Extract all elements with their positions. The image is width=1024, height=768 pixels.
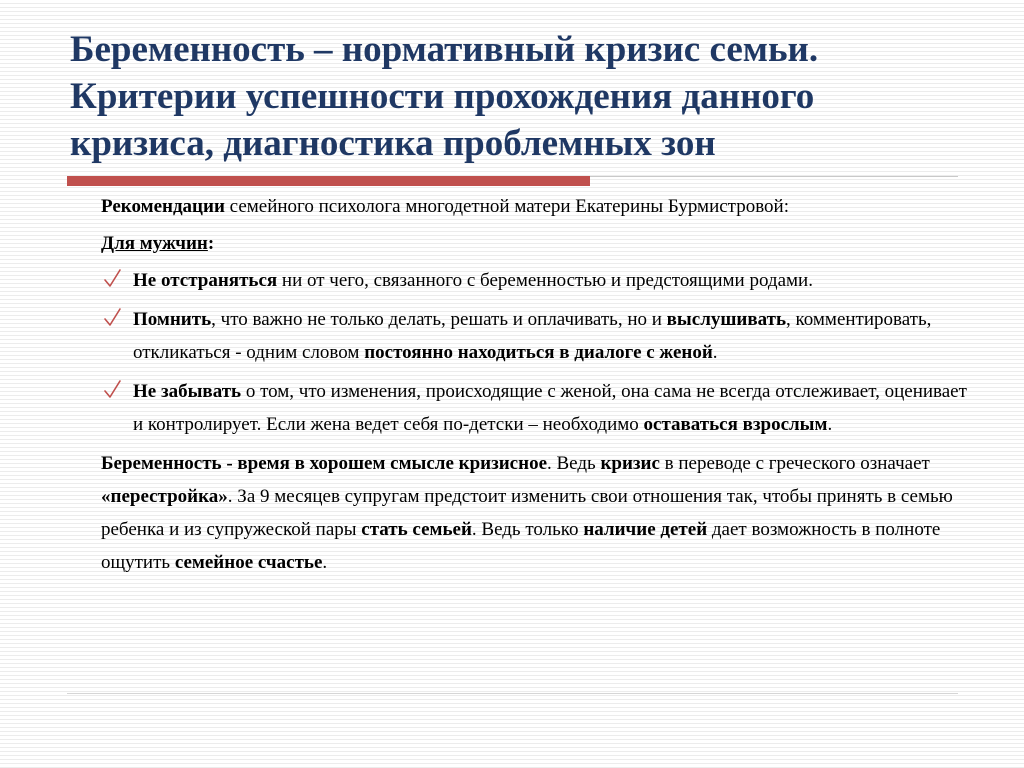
bullet-2-bold-2: выслушивать bbox=[666, 309, 786, 330]
summary-bold-2: кризис bbox=[600, 453, 660, 474]
bullet-text-3 bbox=[133, 381, 967, 435]
intro-text: семейного психолога многодетной матери Екатерины Бурмистровой: bbox=[224, 196, 789, 217]
title-line-3: кризиса, диагностика проблемных зон bbox=[70, 123, 716, 164]
bullet-item-3 bbox=[101, 375, 971, 441]
summary-bold-1: Беременность - время в хорошем смысле кризисное bbox=[101, 453, 547, 474]
check-icon bbox=[103, 264, 123, 294]
check-icon bbox=[103, 375, 123, 405]
slide-body bbox=[101, 190, 971, 579]
title-line-1: Беременность – нормативный кризис семьи. bbox=[70, 29, 819, 70]
summary-text-5: дает возможность в полноте ощутить bbox=[101, 519, 941, 573]
bullet-2-text-2: , комментировать, откликаться - одним словом bbox=[133, 309, 932, 363]
bullet-text-2 bbox=[133, 309, 931, 363]
slide-title bbox=[70, 26, 970, 167]
summary-text-3: . За 9 месяцев супругам предстоит изменить свои отношения так, чтобы принять в семью ребенка и из супружеской пары bbox=[101, 486, 953, 540]
bullet-3-text-1: о том, что изменения, происходящие с женой, она сама не всегда отслеживает, оценивает и контролирует. Если жена ведет себя по-детски – необходимо bbox=[133, 381, 967, 435]
title-divider-line bbox=[590, 176, 958, 177]
men-heading bbox=[101, 227, 971, 260]
men-label: Для мужчин bbox=[101, 233, 208, 254]
bullet-2-bold-1: Помнить bbox=[133, 309, 212, 330]
summary-bold-4: стать семьей bbox=[361, 519, 472, 540]
bullet-item-1 bbox=[101, 264, 971, 297]
recommendations-list bbox=[101, 264, 971, 441]
title-line-2: Критерии успешности прохождения данного bbox=[70, 76, 815, 117]
check-icon bbox=[103, 303, 123, 333]
summary-bold-3: «перестройка» bbox=[101, 486, 228, 507]
summary-paragraph bbox=[101, 447, 971, 579]
bullet-item-2 bbox=[101, 303, 971, 369]
intro-bold: Рекомендации bbox=[101, 196, 225, 217]
summary-text-6: . bbox=[322, 552, 328, 573]
bottom-divider-line bbox=[67, 693, 958, 694]
bullet-2-text-3: . bbox=[712, 342, 718, 363]
summary-bold-5: наличие детей bbox=[583, 519, 708, 540]
bullet-3-bold-1: Не забывать bbox=[133, 381, 242, 402]
bullet-2-text-1: , что важно не только делать, решать и оплачивать, но и bbox=[211, 309, 667, 330]
summary-bold-6: семейное счастье bbox=[174, 552, 323, 573]
intro-paragraph bbox=[101, 190, 971, 223]
bullet-text-1 bbox=[133, 270, 813, 291]
summary-text-4: . Ведь только bbox=[471, 519, 584, 540]
summary-text-1: . Ведь bbox=[547, 453, 601, 474]
men-colon: : bbox=[207, 233, 215, 254]
summary-text-2: в переводе с греческого означает bbox=[659, 453, 930, 474]
bullet-2-bold-3: постоянно находиться в диалоге с женой bbox=[364, 342, 713, 363]
bullet-1-text-1: ни от чего, связанного с беременностью и предстоящими родами. bbox=[277, 270, 813, 291]
bullet-1-bold-1: Не отстраняться bbox=[133, 270, 278, 291]
title-accent-rule bbox=[67, 176, 590, 186]
bullet-3-bold-2: оставаться взрослым bbox=[643, 414, 828, 435]
bullet-3-text-2: . bbox=[827, 414, 833, 435]
